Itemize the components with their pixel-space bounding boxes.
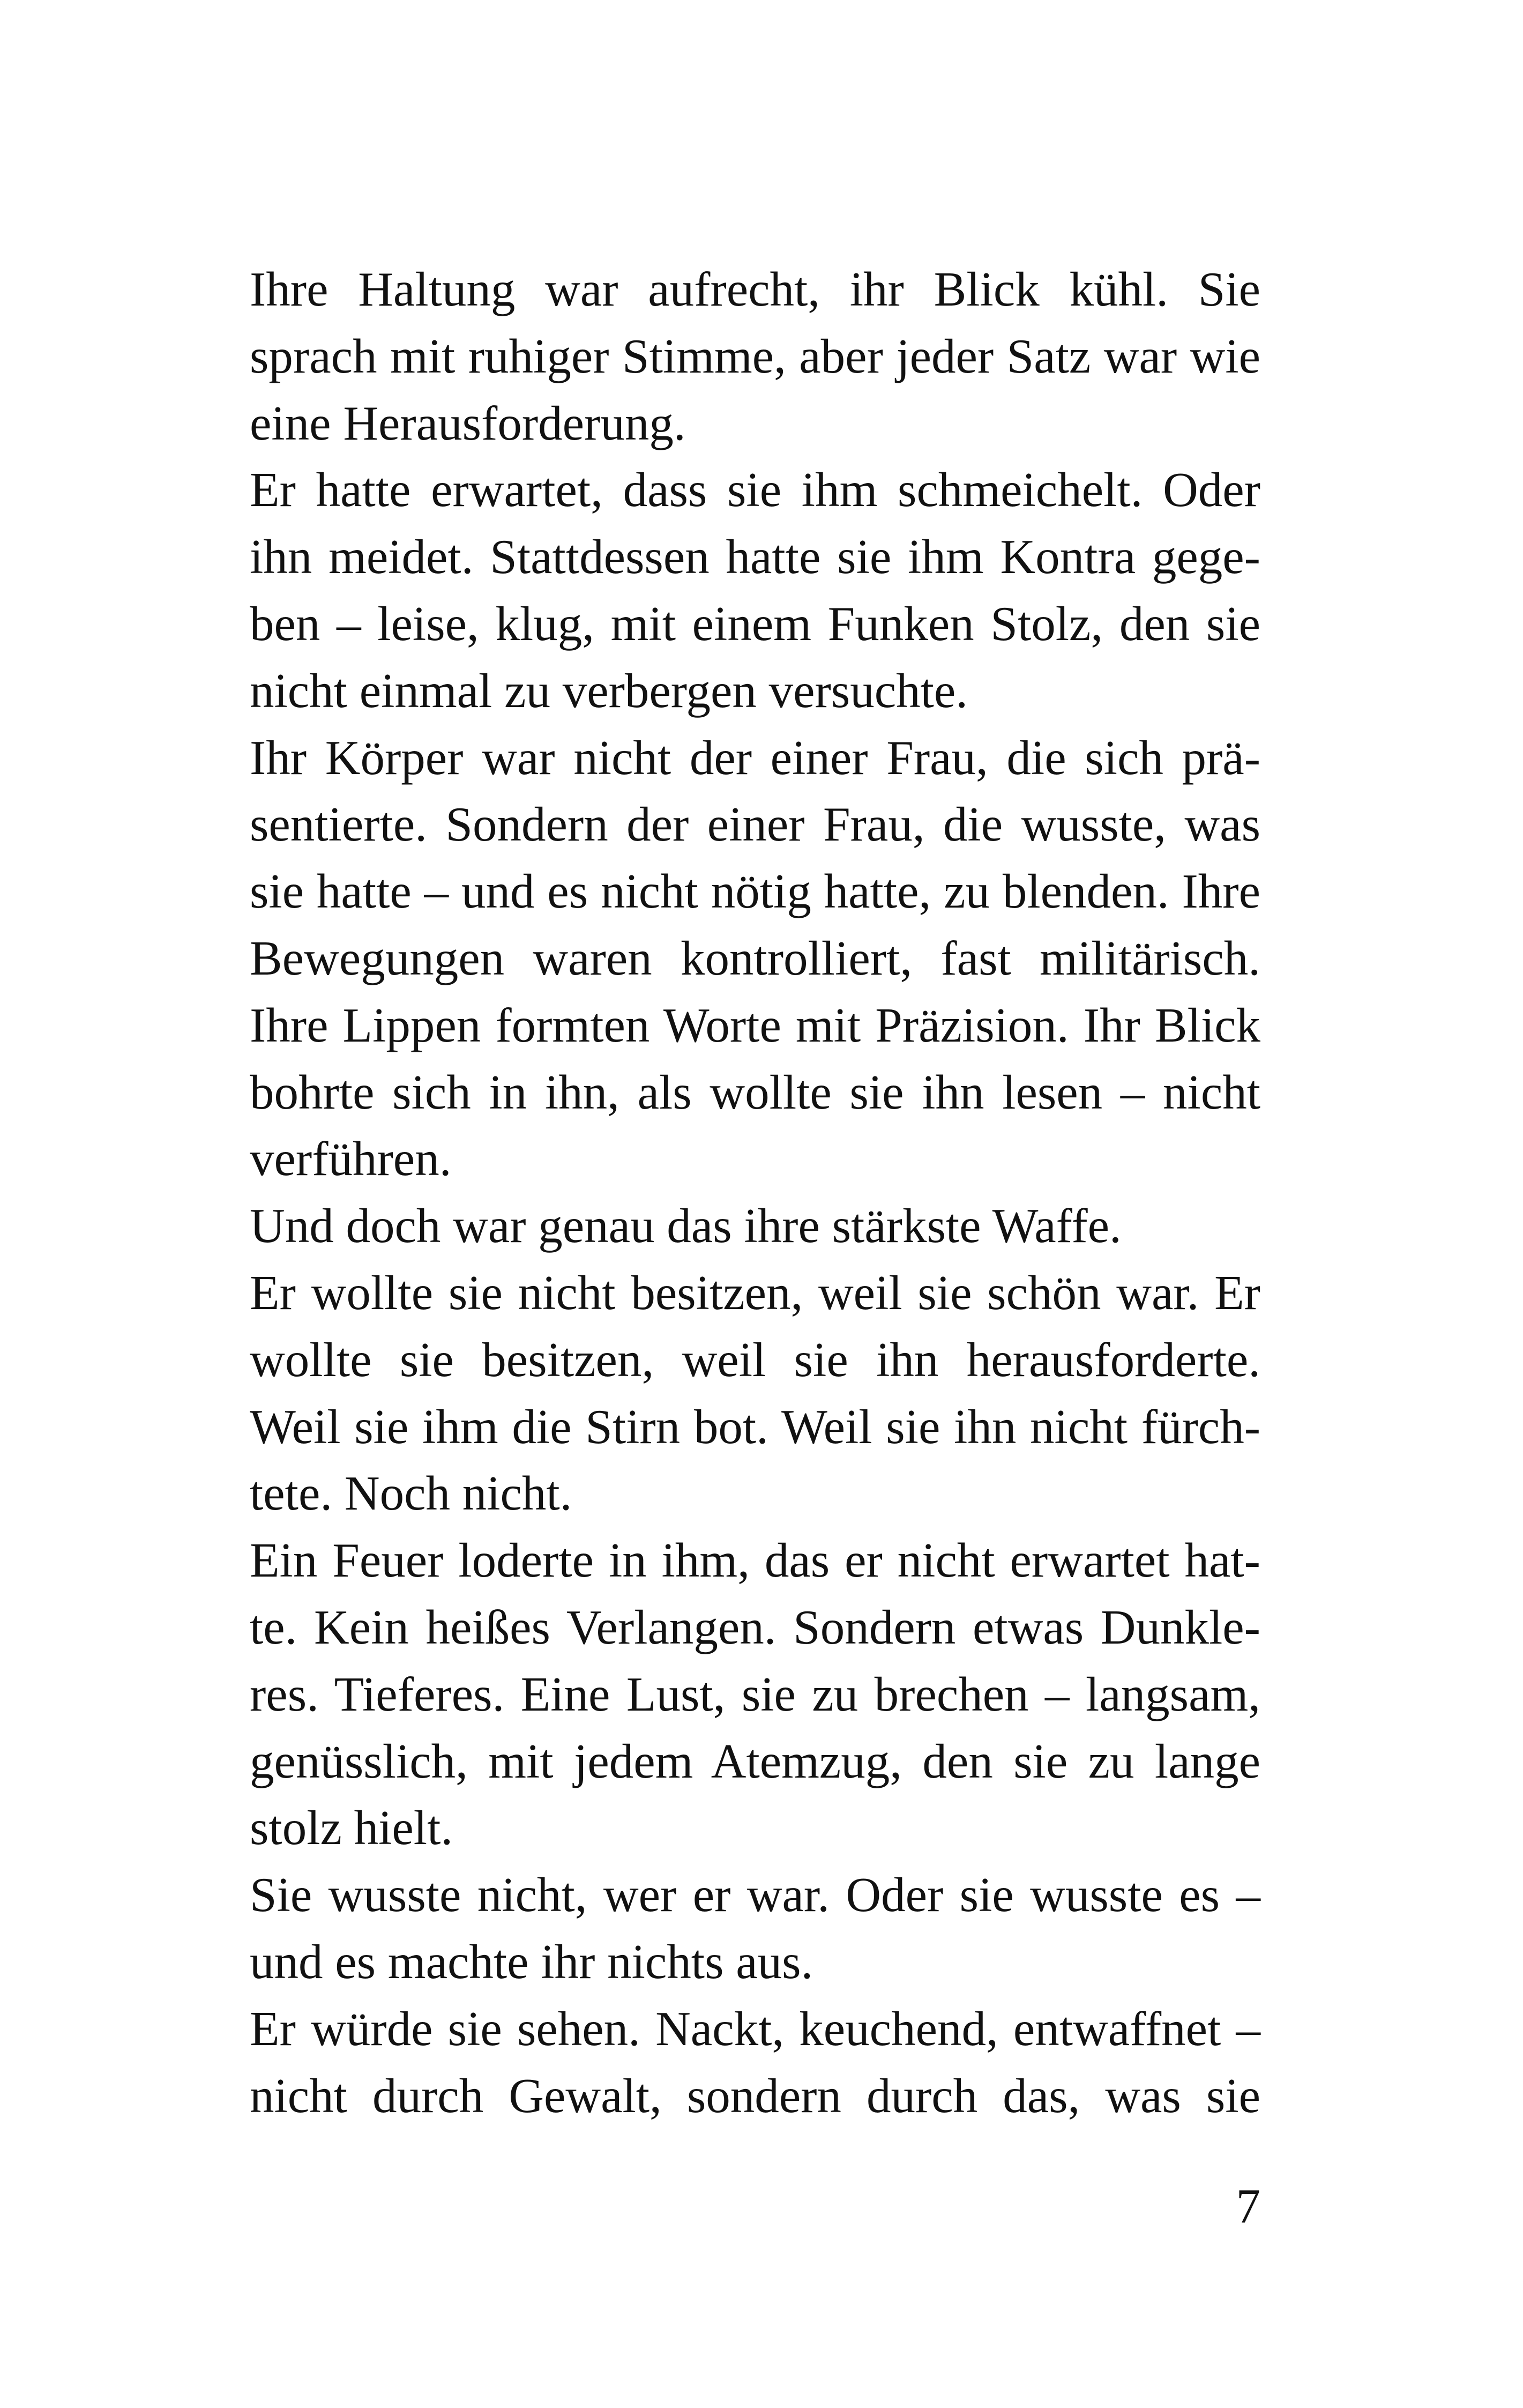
text-line: Ihre Haltung war aufrecht, ihr Blick kühl. Sie bbox=[250, 262, 1260, 316]
text-line: Ein Feuer loderte in ihm, das er nicht erwartet hat- bbox=[250, 1533, 1260, 1588]
text-line: Weil sie ihm die Stirn bot. Weil sie ihn nicht fürch- bbox=[250, 1399, 1260, 1454]
text-line: und es machte ihr nichts aus. bbox=[250, 1934, 813, 1989]
text-line: nicht durch Gewalt, sondern durch das, was sie bbox=[250, 2068, 1260, 2123]
text-line: tete. Noch nicht. bbox=[250, 1466, 572, 1521]
text-line: verführen. bbox=[250, 1132, 452, 1186]
text-line: sie hatte – und es nicht nötig hatte, zu blenden. Ihre bbox=[250, 864, 1260, 919]
text-line: Bewegungen waren kontrolliert, fast militärisch. bbox=[250, 931, 1260, 985]
text-line: genüsslich, mit jedem Atemzug, den sie zu lange bbox=[250, 1734, 1260, 1788]
text-line: sentierte. Sondern der einer Frau, die wusste, was bbox=[250, 797, 1260, 852]
text-line: Ihre Lippen formten Worte mit Präzision. Ihr Blick bbox=[250, 998, 1260, 1052]
text-line: ihn meidet. Stattdessen hatte sie ihm Kontra gege- bbox=[250, 530, 1260, 584]
text-line: te. Kein heißes Verlangen. Sondern etwas Dunkle- bbox=[250, 1600, 1260, 1654]
text-line: Er wollte sie nicht besitzen, weil sie schön war. Er bbox=[250, 1265, 1260, 1320]
text-line: bohrte sich in ihn, als wollte sie ihn lesen – nicht bbox=[250, 1065, 1260, 1119]
text-line: sprach mit ruhiger Stimme, aber jeder Satz war wie bbox=[250, 329, 1260, 383]
page-number: 7 bbox=[1236, 2179, 1260, 2233]
text-line: ben – leise, klug, mit einem Funken Stolz, den sie bbox=[250, 596, 1260, 651]
text-line: res. Tieferes. Eine Lust, sie zu brechen – langsam, bbox=[250, 1667, 1260, 1721]
text-line: stolz hielt. bbox=[250, 1801, 453, 1855]
body-text bbox=[250, 256, 1260, 2129]
text-line: wollte sie besitzen, weil sie ihn herausforderte. bbox=[250, 1332, 1260, 1387]
text-line: eine Herausforderung. bbox=[250, 396, 686, 450]
text-line: Ihr Körper war nicht der einer Frau, die sich prä- bbox=[250, 730, 1260, 785]
text-line: Und doch war genau das ihre stärkste Waffe. bbox=[250, 1199, 1122, 1253]
text-line: Er hatte erwartet, dass sie ihm schmeichelt. Oder bbox=[250, 463, 1260, 517]
text-line: nicht einmal zu verbergen versuchte. bbox=[250, 663, 968, 718]
text-line: Sie wusste nicht, wer er war. Oder sie wusste es – bbox=[250, 1868, 1260, 1922]
text-line: Er würde sie sehen. Nackt, keuchend, entwaffnet – bbox=[250, 2001, 1260, 2056]
